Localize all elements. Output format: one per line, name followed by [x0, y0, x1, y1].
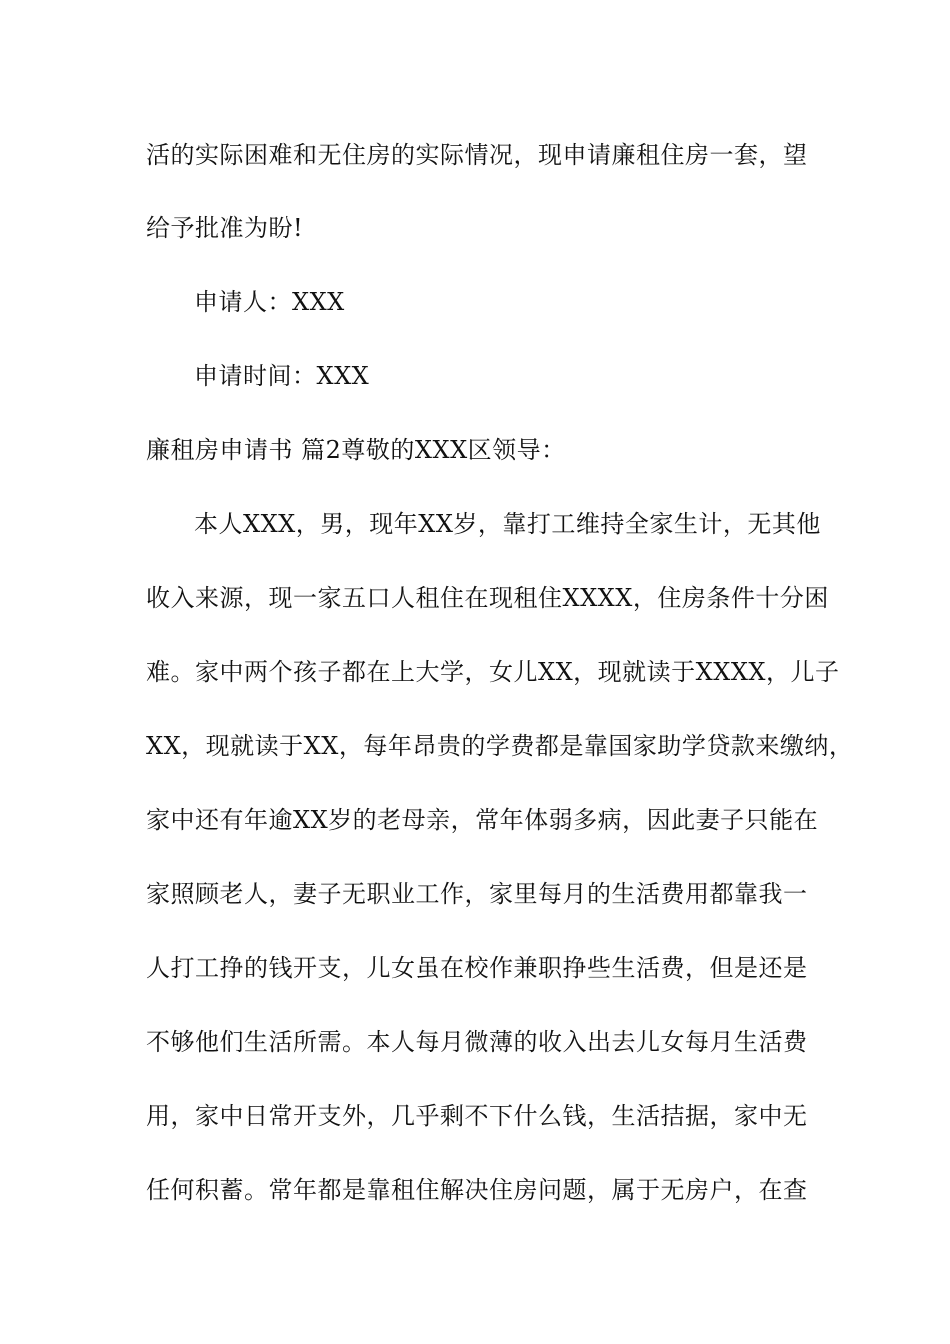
- applicant-line: 申请人：XXX: [194, 288, 345, 316]
- section-heading-line: 廉租房申请书 篇2尊敬的XXX区领导：: [146, 436, 566, 464]
- paragraph-line: 收入来源，现一家五口人租住在现租住XXXX，住房条件十分困: [146, 584, 829, 612]
- paragraph-line: XX，现就读于XX，每年昂贵的学费都是靠国家助学贷款来缴纳，: [146, 732, 854, 760]
- paragraph-line: 任何积蓄。常年都是靠租住解决住房问题，属于无房户，在查: [146, 1176, 808, 1204]
- application-date-line: 申请时间：XXX: [194, 362, 370, 390]
- paragraph-line: 不够他们生活所需。本人每月微薄的收入出去儿女每月生活费: [146, 1028, 808, 1056]
- paragraph-line: 难。家中两个孩子都在上大学，女儿XX，现就读于XXXX，儿子: [146, 658, 840, 686]
- paragraph-line: 家照顾老人，妻子无职业工作，家里每月的生活费用都靠我一: [146, 880, 808, 908]
- paragraph-line: 人打工挣的钱开支，儿女虽在校作兼职挣些生活费，但是还是: [146, 954, 808, 982]
- paragraph-line: 活的实际困难和无住房的实际情况，现申请廉租住房一套，望: [146, 141, 808, 169]
- paragraph-line: 给予批准为盼!: [146, 214, 304, 242]
- paragraph-line: 本人XXX，男，现年XX岁，靠打工维持全家生计，无其他: [194, 510, 821, 538]
- paragraph-line: 家中还有年逾XX岁的老母亲，常年体弱多病，因此妻子只能在: [146, 806, 819, 834]
- paragraph-line: 用，家中日常开支外，几乎剩不下什么钱，生活拮据，家中无: [146, 1102, 808, 1130]
